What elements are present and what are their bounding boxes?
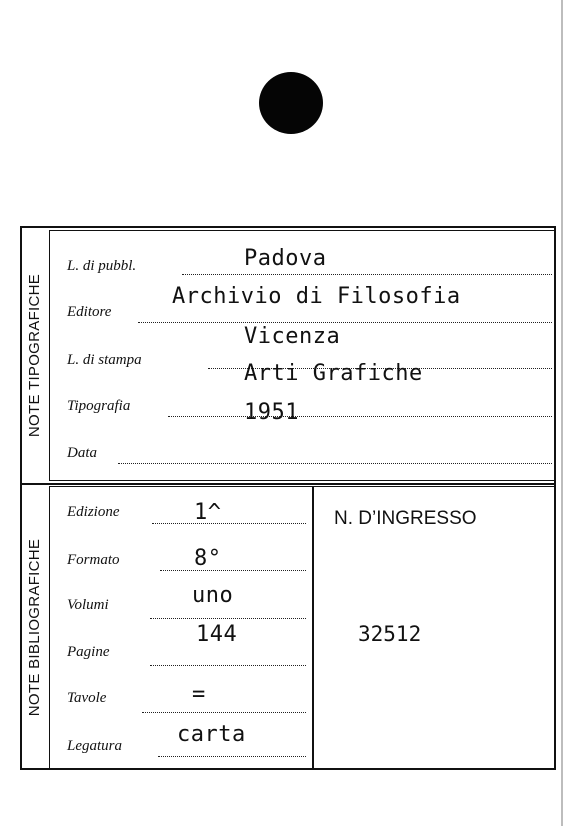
legatura-line — [158, 756, 306, 757]
ingresso-title: N. D’INGRESSO — [334, 508, 477, 529]
tavole-value[interactable]: = — [192, 682, 206, 707]
data-line — [118, 463, 552, 464]
tavole-label: Tavole — [67, 690, 107, 706]
tipografiche-section-label: NOTE TIPOGRAFICHE — [26, 273, 44, 438]
luogo-stampa-value[interactable]: Vicenza — [244, 324, 341, 349]
editore-line — [138, 322, 552, 323]
tipografia-label: Tipografia — [67, 398, 131, 414]
editore-label: Editore — [67, 304, 112, 320]
punch-hole — [259, 72, 323, 134]
page-edge-line — [561, 0, 563, 826]
volumi-value[interactable]: uno — [192, 583, 234, 608]
bibliografiche-frame — [49, 486, 556, 769]
ingresso-column-divider — [312, 486, 314, 769]
pagine-value[interactable]: 144 — [196, 622, 238, 647]
bibliografiche-section-label-box — [22, 486, 48, 769]
volumi-line — [150, 618, 306, 619]
volumi-label: Volumi — [67, 597, 109, 613]
pagine-label: Pagine — [67, 644, 110, 660]
edizione-value[interactable]: 1^ — [194, 500, 222, 525]
formato-line — [160, 570, 306, 571]
luogo-pubblicazione-value[interactable]: Padova — [244, 246, 327, 271]
ingresso-number[interactable]: 32512 — [358, 622, 422, 646]
data-label: Data — [67, 445, 97, 461]
edizione-label: Edizione — [67, 504, 120, 520]
tavole-line — [142, 712, 306, 713]
catalog-card — [20, 226, 556, 770]
bibliografiche-section-label: NOTE BIBLIOGRAFICHE — [26, 538, 44, 717]
editore-value[interactable]: Archivio di Filosofia — [172, 284, 461, 309]
section-divider — [22, 483, 554, 485]
tipografiche-section-label-box — [22, 230, 48, 481]
edizione-line — [152, 523, 306, 524]
pagine-line — [150, 665, 306, 666]
tipografia-value[interactable]: Arti Grafiche — [244, 361, 423, 386]
formato-value[interactable]: 8° — [194, 546, 222, 571]
legatura-value[interactable]: carta — [177, 722, 246, 747]
tipografia-line — [168, 416, 552, 417]
luogo-stampa-label: L. di stampa — [67, 352, 142, 368]
formato-label: Formato — [67, 552, 120, 568]
luogo-pubblicazione-label: L. di pubbl. — [67, 258, 137, 274]
anno-value[interactable]: 1951 — [244, 400, 299, 425]
luogo-pubblicazione-line — [182, 274, 552, 275]
legatura-label: Legatura — [67, 738, 123, 754]
